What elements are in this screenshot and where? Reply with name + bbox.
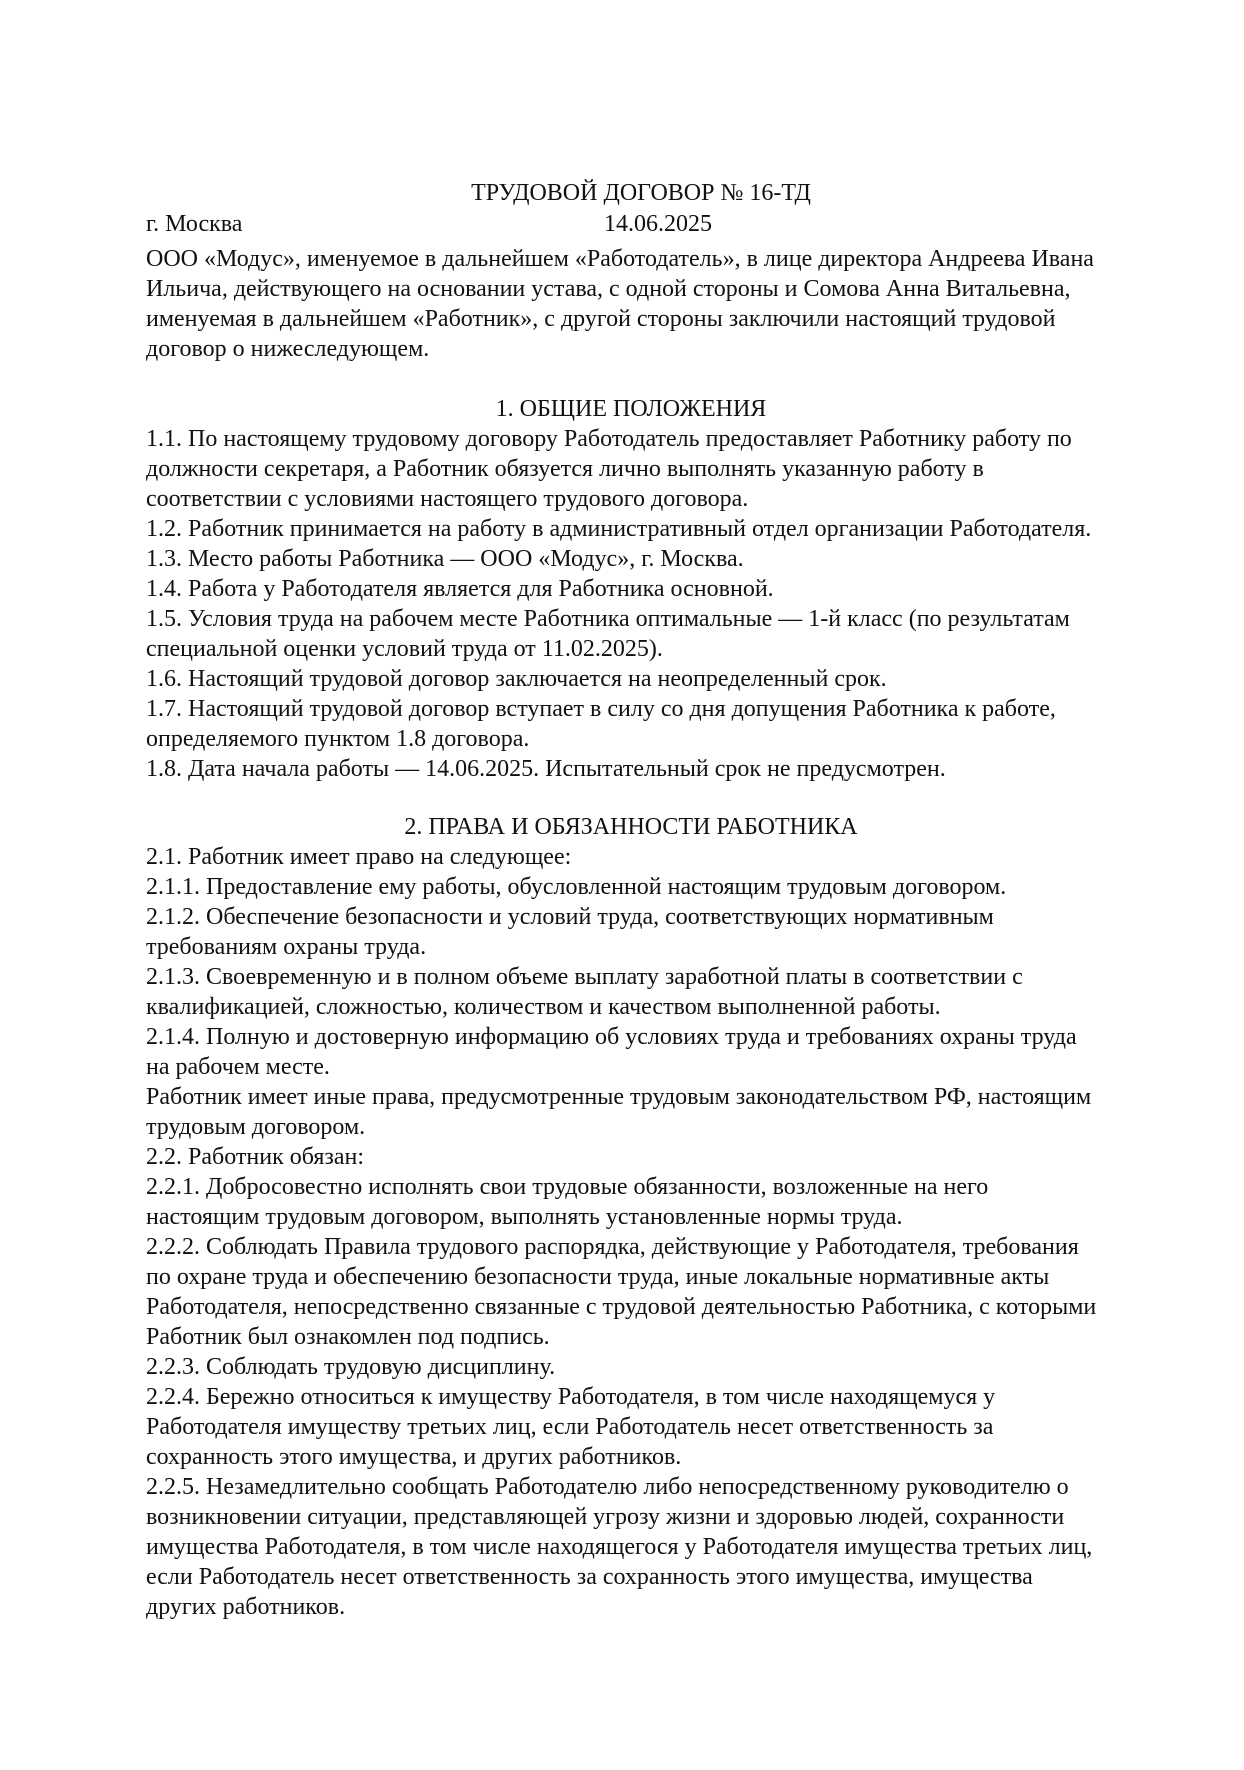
clause-2-2-5: 2.2.5. Незамедлительно сообщать Работодателю либо непосредственному руководителю о возникновении ситуации, представляющей угрозу жизни и здоровью людей, сохранности имущества Работодателя, в том числе находящегося у Работодателя имущества третьих лиц, если Работодатель несет ответственность за сохранность этого имущества, имущества других работников. xyxy=(146,1474,1093,1620)
section-2-title: 2. ПРАВА И ОБЯЗАННОСТИ РАБОТНИКА xyxy=(404,814,858,840)
contract-date: 14.06.2025 xyxy=(604,211,712,237)
other-rights-paragraph: Работник имеет иные права, предусмотренные трудовым законодательством РФ, настоящим трудовым договором. xyxy=(146,1084,1092,1140)
clause-2-2: 2.2. Работник обязан: xyxy=(146,1144,365,1170)
clause-1-6: 1.6. Настоящий трудовой договор заключается на неопределенный срок. xyxy=(146,666,887,692)
clause-1-4: 1.4. Работа у Работодателя является для Работника основной. xyxy=(146,576,774,602)
clause-2-1: 2.1. Работник имеет право на следующее: xyxy=(146,844,572,870)
clause-2-2-1: 2.2.1. Добросовестно исполнять свои трудовые обязанности, возложенные на него настоящим трудовым договором, выполнять установленные нормы труда. xyxy=(146,1174,989,1230)
clause-1-5: 1.5. Условия труда на рабочем месте Работника оптимальные — 1-й класс (по результатам специальной оценки условий труда от 11.02.2025). xyxy=(146,606,1070,662)
clause-1-3: 1.3. Место работы Работника — ООО «Модус», г. Москва. xyxy=(146,546,744,572)
clause-2-2-2: 2.2.2. Соблюдать Правила трудового распорядка, действующие у Работодателя, требования по охране труда и обеспечению безопасности труда, иные локальные нормативные акты Работодателя, непосредственно связанные с трудовой деятельностью Работника, с которыми Работник был ознакомлен под подпись. xyxy=(146,1234,1097,1350)
clause-2-2-4: 2.2.4. Бережно относиться к имуществу Работодателя, в том числе находящемуся у Работодателя имуществу третьих лиц, если Работодатель несет ответственность за сохранность этого имущества, и других работников. xyxy=(146,1384,996,1470)
clause-2-1-2: 2.1.2. Обеспечение безопасности и условий труда, соответствующих нормативным требованиям охраны труда. xyxy=(146,904,994,960)
place-date-row xyxy=(146,209,1106,239)
section-1-title: 1. ОБЩИЕ ПОЛОЖЕНИЯ xyxy=(495,396,767,422)
clause-1-2: 1.2. Работник принимается на работу в административный отдел организации Работодателя. xyxy=(146,516,1092,542)
clause-1-8: 1.8. Дата начала работы — 14.06.2025. Испытательный срок не предусмотрен. xyxy=(146,756,946,782)
clause-1-1: 1.1. По настоящему трудовому договору Работодатель предоставляет Работнику работу по должности секретаря, а Работник обязуется лично выполнять указанную работу в соответствии с условиями настоящего трудового договора. xyxy=(146,426,1072,512)
document-page xyxy=(146,178,1106,1622)
clause-2-1-3: 2.1.3. Своевременную и в полном объеме выплату заработной платы в соответствии с квалификацией, сложностью, количеством и качеством выполненной работы. xyxy=(146,964,1023,1020)
preamble-paragraph: ООО «Модус», именуемое в дальнейшем «Работодатель», в лице директора Андреева Ивана Ильича, действующего на основании устава, с одной стороны и Сомова Анна Витальевна, именуемая в дальнейшем «Работник», с другой стороны заключили настоящий трудовой договор о нижеследующем. xyxy=(146,246,1094,362)
clause-2-2-3: 2.2.3. Соблюдать трудовую дисциплину. xyxy=(146,1354,556,1380)
clause-2-1-1: 2.1.1. Предоставление ему работы, обусловленной настоящим трудовым договором. xyxy=(146,874,1007,900)
clause-2-1-4: 2.1.4. Полную и достоверную информацию об условиях труда и требованиях охраны труда на рабочем месте. xyxy=(146,1024,1077,1080)
clause-1-7: 1.7. Настоящий трудовой договор вступает в силу со дня допущения Работника к работе, определяемого пунктом 1.8 договора. xyxy=(146,696,1056,752)
document-title: ТРУДОВОЙ ДОГОВОР № 16-ТД xyxy=(471,180,811,206)
contract-city: г. Москва xyxy=(146,211,243,237)
